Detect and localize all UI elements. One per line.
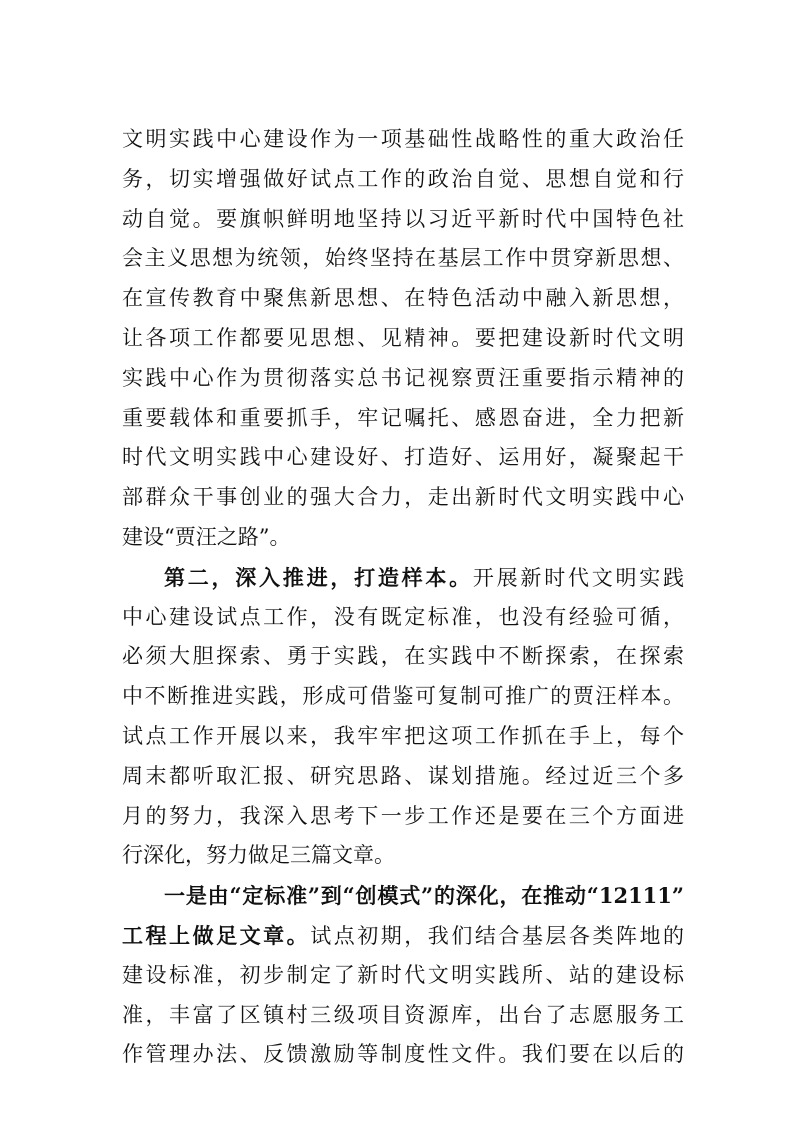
text-line [122, 319, 684, 359]
body-text: 动自觉。要旗帜鲜明地坚持以习近平新时代中国特色社 [122, 206, 684, 231]
text-line [122, 399, 684, 439]
text-line [122, 996, 684, 1036]
text-line [122, 120, 684, 160]
document-body [122, 120, 684, 1075]
body-text: 中不断推进实践，形成可借鉴可复制可推广的贾汪样本。 [122, 684, 684, 709]
text-line [122, 518, 684, 558]
text-line [122, 438, 684, 478]
text-line [122, 956, 684, 996]
body-text: 中心建设试点工作，没有既定标准，也没有经验可循， [122, 604, 684, 629]
paragraph [122, 120, 684, 558]
text-line [122, 478, 684, 518]
text-line [122, 797, 684, 837]
text-line [122, 836, 684, 876]
bold-heading-text: 一是由“定标准”到“创模式”的深化，在推动“12111” [164, 883, 684, 909]
body-text: 重要载体和重要抓手，牢记嘱托、感恩奋进，全力把新 [122, 405, 684, 430]
text-line [122, 279, 684, 319]
body-text: 必须大胆探索、勇于实践，在实践中不断探索，在探索 [122, 644, 684, 669]
body-text: 行深化，努力做足三篇文章。 [122, 843, 395, 868]
body-text: 时代文明实践中心建设好、打造好、运用好，凝聚起干 [122, 445, 684, 470]
body-text: 建设标准，初步制定了新时代文明实践所、站的建设标 [122, 962, 684, 987]
text-line [122, 200, 684, 240]
body-text: 在宣传教育中聚焦新思想、在特色活动中融入新思想， [122, 286, 684, 311]
text-line [122, 598, 684, 638]
body-text: 会主义思想为统领，始终坚持在基层工作中贯穿新思想、 [122, 246, 684, 271]
text-line [122, 239, 684, 279]
text-line [122, 916, 684, 956]
body-text: 月的努力，我深入思考下一步工作还是要在三个方面进 [122, 803, 684, 828]
body-text: 让各项工作都要见思想、见精神。要把建设新时代文明 [122, 325, 684, 350]
body-text: 实践中心作为贯彻落实总书记视察贾汪重要指示精神的 [122, 365, 684, 390]
text-line [122, 757, 684, 797]
text-line [122, 160, 684, 200]
text-line [122, 876, 684, 916]
paragraph [122, 876, 684, 1075]
body-text: 部群众干事创业的强大合力，走出新时代文明实践中心 [122, 485, 684, 510]
text-line [122, 1035, 684, 1075]
text-line [122, 359, 684, 399]
body-text: 开展新时代文明实践 [472, 565, 685, 590]
body-text: 周末都听取汇报、研究思路、谋划措施。经过近三个多 [122, 763, 684, 788]
body-text: 作管理办法、反馈激励等制度性文件。我们要在以后的 [122, 1042, 684, 1067]
text-line [122, 558, 684, 598]
body-text: 试点初期，我们结合基层各类阵地的 [310, 923, 685, 948]
body-text: 务，切实增强做好试点工作的政治自觉、思想自觉和行 [122, 166, 684, 191]
bold-heading-text: 第二，深入推进，打造样本。 [164, 564, 473, 590]
paragraph [122, 558, 684, 876]
body-text: 文明实践中心建设作为一项基础性战略性的重大政治任 [122, 127, 684, 151]
body-text: 准，丰富了区镇村三级项目资源库，出台了志愿服务工 [122, 1002, 684, 1027]
text-line [122, 637, 684, 677]
body-text: 建设“贾汪之路”。 [122, 524, 291, 549]
text-line [122, 717, 684, 757]
text-line [122, 677, 684, 717]
bold-heading-text: 工程上做足文章。 [122, 922, 311, 948]
body-text: 试点工作开展以来，我牢牢把这项工作抓在手上，每个 [122, 723, 684, 748]
